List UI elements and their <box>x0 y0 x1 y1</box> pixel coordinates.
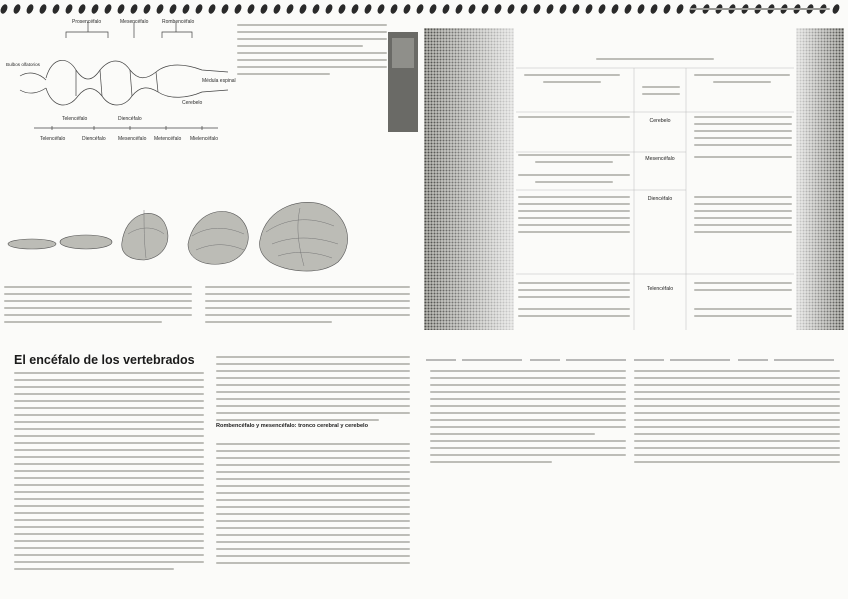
binding-ring <box>532 3 542 15</box>
binding-ring <box>103 3 113 15</box>
binding-ring <box>376 3 386 15</box>
brain-series-figure <box>4 182 414 278</box>
diagram-top-label: Prosencéfalo <box>72 19 102 25</box>
table-cell <box>694 116 792 151</box>
brain-figure-caption-cont <box>205 286 410 328</box>
binding-ring <box>545 3 555 15</box>
binding-ring <box>623 3 633 15</box>
halftone-panel-right <box>796 28 844 330</box>
diagram-inner-label: Diencéfalo <box>118 116 142 122</box>
binding-ring <box>662 3 672 15</box>
table-title <box>596 58 714 65</box>
binding-ring <box>155 3 165 15</box>
binding-ring <box>441 3 451 15</box>
diagram-bottom-label: Metencéfalo <box>154 136 182 142</box>
binding-ring <box>467 3 477 15</box>
binding-ring <box>402 3 412 15</box>
binding-ring <box>415 3 425 15</box>
body-text-right-column-cont <box>216 443 410 569</box>
binding-ring <box>77 3 87 15</box>
table-row-label: Cerebelo <box>649 118 671 124</box>
binding-ring <box>64 3 74 15</box>
binding-ring <box>233 3 243 15</box>
brain-regions-table <box>516 56 794 330</box>
binding-ring <box>350 3 360 15</box>
binding-ring <box>311 3 321 15</box>
diagram-top-label: Mesencéfalo <box>120 19 149 25</box>
table-row-label: Telencéfalo <box>646 286 674 292</box>
binding-ring <box>597 3 607 15</box>
diagram-top-label: Rombencéfalo <box>162 19 195 25</box>
right-page <box>420 18 848 599</box>
binding-ring <box>428 3 438 15</box>
diagram-bottom-label: Mielencéfalo <box>190 136 219 142</box>
left-page <box>0 18 420 599</box>
binding-ring <box>90 3 100 15</box>
binding-ring <box>506 3 516 15</box>
binding-ring <box>493 3 503 15</box>
binding-ring <box>480 3 490 15</box>
binding-ring <box>259 3 269 15</box>
binding-ring <box>298 3 308 15</box>
binding-ring <box>610 3 620 15</box>
table-row-label: Mesencéfalo <box>645 156 675 162</box>
binding-ring <box>675 3 685 15</box>
table-cell <box>518 196 630 238</box>
binding-ring <box>12 3 22 15</box>
bullet-list-left <box>430 370 626 468</box>
table-cell <box>518 174 630 188</box>
binding-ring <box>337 3 347 15</box>
table-header <box>642 86 680 100</box>
diagram-bottom-label: Diencéfalo <box>82 136 106 142</box>
diagram-bottom-label: Mesencéfalo <box>118 136 147 142</box>
table-cell <box>694 196 792 238</box>
binding-ring <box>454 3 464 15</box>
table-cell <box>694 156 792 163</box>
binding-ring <box>636 3 646 15</box>
table-header <box>694 74 790 88</box>
binding-ring <box>389 3 399 15</box>
table-cell <box>518 154 630 168</box>
table-cell <box>518 308 630 322</box>
scan-shadow-panel <box>388 32 418 132</box>
diagram-label-cerebellum: Cerebelo <box>182 100 203 106</box>
binding-ring <box>194 3 204 15</box>
binding-ring <box>25 3 35 15</box>
binding-ring <box>519 3 529 15</box>
subsection-heading: Rombencéfalo y mesencéfalo: tronco cerebral y cerebelo <box>216 423 369 429</box>
binding-ring <box>558 3 568 15</box>
diagram-label-olfactory: Bulbos olfatorios <box>6 62 40 67</box>
running-head <box>690 8 830 15</box>
encephalon-diagram <box>6 18 236 152</box>
binding-ring <box>649 3 659 15</box>
binding-ring <box>831 3 841 15</box>
body-text-left-column <box>14 372 204 575</box>
diagram-inner-label: Telencéfalo <box>62 116 88 122</box>
section-rule <box>426 358 842 362</box>
halftone-panel-left <box>424 28 514 330</box>
diagram-label-spinal-cord: Médula espinal <box>202 78 236 84</box>
binding-ring <box>246 3 256 15</box>
table-row-label: Diencéfalo <box>647 196 673 202</box>
binding-ring <box>129 3 139 15</box>
table-cell <box>694 308 792 322</box>
binding-ring <box>324 3 334 15</box>
binding-ring <box>181 3 191 15</box>
body-text-right-column <box>216 356 410 426</box>
bullet-list-right <box>634 370 840 468</box>
figure-caption-top <box>237 24 387 80</box>
binding-ring <box>51 3 61 15</box>
binding-ring <box>272 3 282 15</box>
binding-ring <box>285 3 295 15</box>
binding-ring <box>38 3 48 15</box>
binding-ring <box>0 3 9 15</box>
table-header <box>524 74 620 88</box>
binding-ring <box>220 3 230 15</box>
brain-figure-caption <box>4 286 192 328</box>
table-cell <box>518 282 630 303</box>
binding-ring <box>584 3 594 15</box>
binding-ring <box>142 3 152 15</box>
table-cell <box>694 282 792 296</box>
binding-ring <box>571 3 581 15</box>
diagram-bottom-label: Telencéfalo <box>40 136 66 142</box>
section-heading: El encéfalo de los vertebrados <box>14 353 195 367</box>
binding-ring <box>207 3 217 15</box>
table-cell <box>518 116 630 123</box>
binding-ring <box>363 3 373 15</box>
binding-ring <box>116 3 126 15</box>
binding-ring <box>168 3 178 15</box>
